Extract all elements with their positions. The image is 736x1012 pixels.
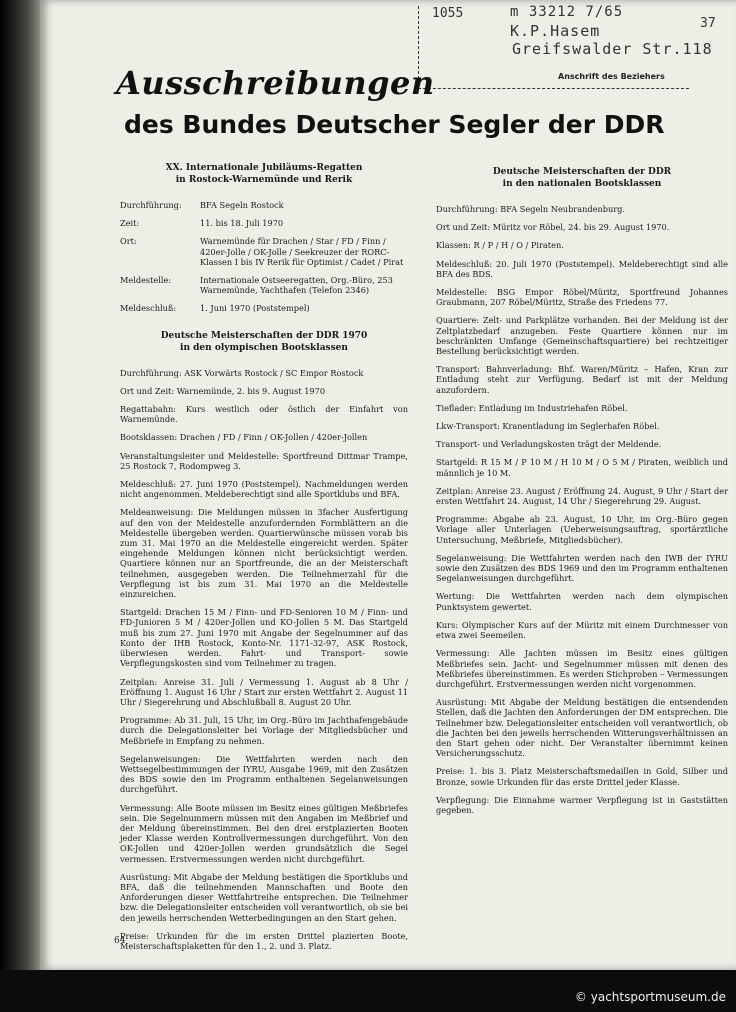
info-row bbox=[120, 218, 408, 228]
paragraph: Meldeschluß: 20. Juli 1970 (Poststempel). Meldeberechtigt sind alle BFA des BDS. bbox=[436, 258, 728, 279]
paragraph: Startgeld: Drachen 15 M / Finn- und FD-Senioren 10 M / Finn- und FD-Junioren 5 M / 420er-Jollen und KO-Jollen 5 M. Das Startgeld muß bis zum 27. Juni 1970 mit Angabe der Segelnummer auf das Konto der IHB Rostock, Konto-Nr. 1171-32-97, ASK Rostock, überwiesen werden. Fahrt- und Transport- sowie Verpflegungskosten sind vom Teilnehmer zu tragen. bbox=[120, 607, 408, 669]
info-value: Warnemünde für Drachen / Star / FD / Finn / 420er-Jolle / OK-Jolle / Seekreuzer der RORC-Klassen I bis IV Rerik für Optimist / Cadet / Pirat bbox=[200, 236, 404, 267]
info-value: Internationale Ostseeregatten, Org.-Büro, 253 Warnemünde, Yachthafen (Telefon 2346) bbox=[200, 275, 393, 296]
info-key: Meldestelle: bbox=[120, 275, 172, 286]
paragraph: Preise: Urkunden für die im ersten Drittel plazierten Boote, Meisterschaftsplaketten für den 1., 2. und 3. Platz. bbox=[120, 930, 408, 951]
stamp-street: Greifswalder Str.118 bbox=[512, 40, 713, 58]
info-value: BFA Segeln Rostock bbox=[200, 200, 284, 210]
info-key: Durchführung: bbox=[120, 200, 182, 210]
stamp-label: Anschrift des Beziehers bbox=[558, 72, 665, 81]
paragraph: Zeitplan: Anreise 31. Juli / Vermessung 1. August ab 8 Uhr / Eröffnung 1. August 16 Uhr / Start zur ersten Wettfahrt 2. August 11 Uhr / Siegerehrung und Abschlußball 8. August 20 Uhr. bbox=[120, 676, 408, 707]
paragraph: Ort und Zeit: Müritz vor Röbel, 24. bis 29. August 1970. bbox=[436, 222, 670, 233]
section-title: Deutsche Meisterschaften der DDR 1970 in den olympischen Bootsklassen bbox=[160, 330, 368, 353]
section-paragraphs bbox=[120, 368, 408, 952]
stamp-code: m 33212 7/65 bbox=[510, 4, 624, 20]
page-number: 64 bbox=[114, 936, 126, 946]
paragraph: Transport- und Verladungskosten trägt der Meldende. bbox=[436, 439, 662, 450]
right-column bbox=[436, 166, 728, 823]
info-value: 11. bis 18. Juli 1970 bbox=[200, 218, 284, 229]
paragraph: Klassen: R / P / H / O / Piraten. bbox=[436, 240, 564, 251]
paragraph: Quartiere: Zelt- und Parkplätze vorhanden. Bei der Meldung ist der Zeltplatzbedarf anzugeben. Feste Quartiere können nur im beschränkten Umfange (Gemeinschaftsquartiere) bei rechtzeitiger Bestellung berücksichtigt werden. bbox=[436, 315, 728, 357]
left-column bbox=[120, 162, 408, 959]
paragraph: Meldestelle: BSG Empor Röbel/Müritz, Sportfreund Johannes Graubmann, 207 Röbel/Müritz, Straße des Friedens 77. bbox=[436, 287, 728, 308]
paragraph: Segelanweisungen: Die Wettfahrten werden nach den Wettsegelbestimmungen der IYRU, Ausgabe 1969, mit den Zusätzen des BDS sowie den im Programm enthaltenen Segelanweisungen durchgeführt. bbox=[120, 753, 408, 795]
info-row bbox=[120, 275, 408, 295]
paragraph: Verpflegung: Die Einnahme warmer Verpflegung ist in Gaststätten gegeben. bbox=[436, 794, 728, 815]
paragraph: Zeitplan: Anreise 23. August / Eröffnung 24. August, 9 Uhr / Start der ersten Wettfahrt 24. August, 14 Uhr / Siegerehrung 29. August. bbox=[436, 485, 728, 507]
paragraph: Wertung: Die Wettfahrten werden nach dem olympischen Punktsystem gewertet. bbox=[436, 591, 728, 612]
info-row bbox=[120, 236, 408, 267]
paragraph: Ort und Zeit: Warnemünde, 2. bis 9. August 1970 bbox=[120, 385, 326, 396]
paragraph: Segelanweisung: Die Wettfahrten werden nach den IWB der IYRU sowie den Zusätzen des BDS 1969 und den im Programm enthaltenen Segelanweisungen durchgeführt. bbox=[436, 552, 728, 584]
paragraph: Vermessung: Alle Jachten müssen im Besitz eines gültigen Meßbriefes sein. Jacht- und Segelnummer müssen mit denen des Meßbriefes übereinstimmen. Es werden Stichproben – Vermessungen durchgeführt. Erstvermessungen werden nicht vorgenommen. bbox=[436, 648, 728, 689]
paragraph: Bootsklassen: Drachen / FD / Finn / OK-Jollen / 420er-Jollen bbox=[120, 432, 368, 443]
paragraph: Ausrüstung: Mit Abgabe der Meldung bestätigen die Sportklubs und BFA, daß die teilnehmenden Mannschaften und Boote den Anforderungen dieser Wettfahrtreihe entsprechen. Die Teilnehmer bzw. die Delegationsleiter entscheiden voll verantwortlich, ob sie bei den jeweils herrschenden Wetterbedingungen an den Start gehen. bbox=[120, 871, 408, 923]
section-paragraphs bbox=[436, 204, 728, 815]
paragraph: Meldeanweisung: Die Meldungen müssen in 3facher Ausfertigung auf den von der Meldestelle anzufordernden Formblättern an die Meldestelle übergeben werden. Quartierwünsche müssen vorab bis zum 31. Mai 1970 an die Meldestelle eingereicht werden. Später eingehende Meldungen können nicht berücksichtigt werden. Quartiere können nur an Sportfreunde, die an der Meisterschaft teilnehmen, ausgegeben werden. Die Teilnehmerzahl für die Verpflegung ist bis zum 31. Mai 1970 an die Meldestelle einzureichen. bbox=[120, 507, 408, 600]
page-title: Ausschreibungen bbox=[116, 64, 435, 102]
paragraph: Lkw-Transport: Kranentladung im Seglerhafen Röbel. bbox=[436, 421, 660, 432]
info-row bbox=[120, 303, 408, 313]
paragraph: Preise: 1. bis 3. Platz Meisterschaftsmedaillen in Gold, Silber und Bronze, sowie Urkunden für das erste Drittel jeder Klasse. bbox=[436, 766, 728, 787]
paragraph: Vermessung: Alle Boote müssen im Besitz eines gültigen Meßbriefes sein. Die Segelnummern müssen mit den Angaben im Meßbrief und der Meldung übereinstimmen. Bei den drei erstplazierten Booten jeder Klasse werden Kontrollvermessungen durchgeführt. Von den OK-Jollen und 420er-Jollen werden grundsätzlich die Segel vermessen. Erstvermessungen werden nicht durchgeführt. bbox=[120, 802, 408, 864]
paragraph: Ausrüstung: Mit Abgabe der Meldung bestätigen die entsendenden Stellen, daß die Jachten den Anforderungen der DM entsprechen. Die Teilnehmer bzw. Delegationsleiter entscheiden voll verantwortlich, ob die Jachten bei den jeweils herrschenden Witterungsverhältnissen an den Start gehen oder nicht. Der Veranstalter übernimmt keinen Versicherungsschutz. bbox=[436, 697, 728, 759]
stamp-number: 1055 bbox=[432, 6, 464, 21]
paragraph: Kurs: Olympischer Kurs auf der Müritz mit einem Durchmesser von etwa zwei Seemeilen. bbox=[436, 619, 728, 641]
section-rows bbox=[120, 200, 408, 314]
paragraph: Programme: Ab 31. Juli, 15 Uhr, im Org.-Büro im Jachthafengebäude durch die Delegationsleiter bei Vorlage der Mitgliedsbücher und Meßbriefe in Empfang zu nehmen. bbox=[120, 715, 408, 746]
paragraph: Veranstaltungsleiter und Meldestelle: Sportfreund Dittmar Trampe, 25 Rostock 7, Rodompweg 3. bbox=[120, 450, 408, 471]
info-value: 1. Juni 1970 (Poststempel) bbox=[200, 303, 310, 314]
info-key: Meldeschluß: bbox=[120, 303, 177, 314]
paragraph: Programme: Abgabe ab 23. August, 10 Uhr, im Org.-Büro gegen Vorlage aller Unterlagen (Ueberweisungsauftrag, sportärztliche Untersuchung, Meßbriefe, Mitgliedsbücher). bbox=[436, 514, 728, 545]
credit: © yachtsportmuseum.de bbox=[574, 990, 726, 1004]
paragraph: Startgeld: R 15 M / P 10 M / H 10 M / O 5 M / Piraten, weiblich und männlich je 10 M. bbox=[436, 457, 728, 478]
stamp-name: K.P.Hasem bbox=[510, 22, 601, 40]
section-title: Deutsche Meisterschaften der DDR in den nationalen Bootsklassen bbox=[492, 167, 672, 189]
paragraph: Durchführung: BFA Segeln Neubrandenburg. bbox=[436, 204, 626, 214]
section-title: XX. Internationale Jubiläums-Regatten in Rostock-Warnemünde und Rerik bbox=[165, 163, 363, 185]
info-key: Ort: bbox=[120, 236, 137, 247]
page-subtitle: des Bundes Deutscher Segler der DDR bbox=[124, 110, 665, 139]
info-row bbox=[120, 200, 408, 210]
paragraph: Transport: Bahnverladung: Bhf. Waren/Müritz – Hafen, Kran zur Entladung steht zur Verfügung. Bedarf ist mit der Meldung anzufordern. bbox=[436, 364, 728, 395]
paragraph: Regattabahn: Kurs westlich oder östlich der Einfahrt von Warnemünde. bbox=[120, 404, 408, 425]
book-binding bbox=[0, 0, 40, 1012]
paragraph: Meldeschluß: 27. Juni 1970 (Poststempel). Nachmeldungen werden nicht angenommen. Meldeberechtigt sind alle Sportklubs und BFA. bbox=[120, 479, 408, 500]
paragraph: Tieflader: Entladung im Industriehafen Röbel. bbox=[436, 402, 628, 413]
corner-number: 37 bbox=[700, 16, 716, 31]
info-key: Zeit: bbox=[120, 218, 140, 229]
paragraph: Durchführung: ASK Vorwärts Rostock / SC Empor Rostock bbox=[120, 367, 364, 378]
